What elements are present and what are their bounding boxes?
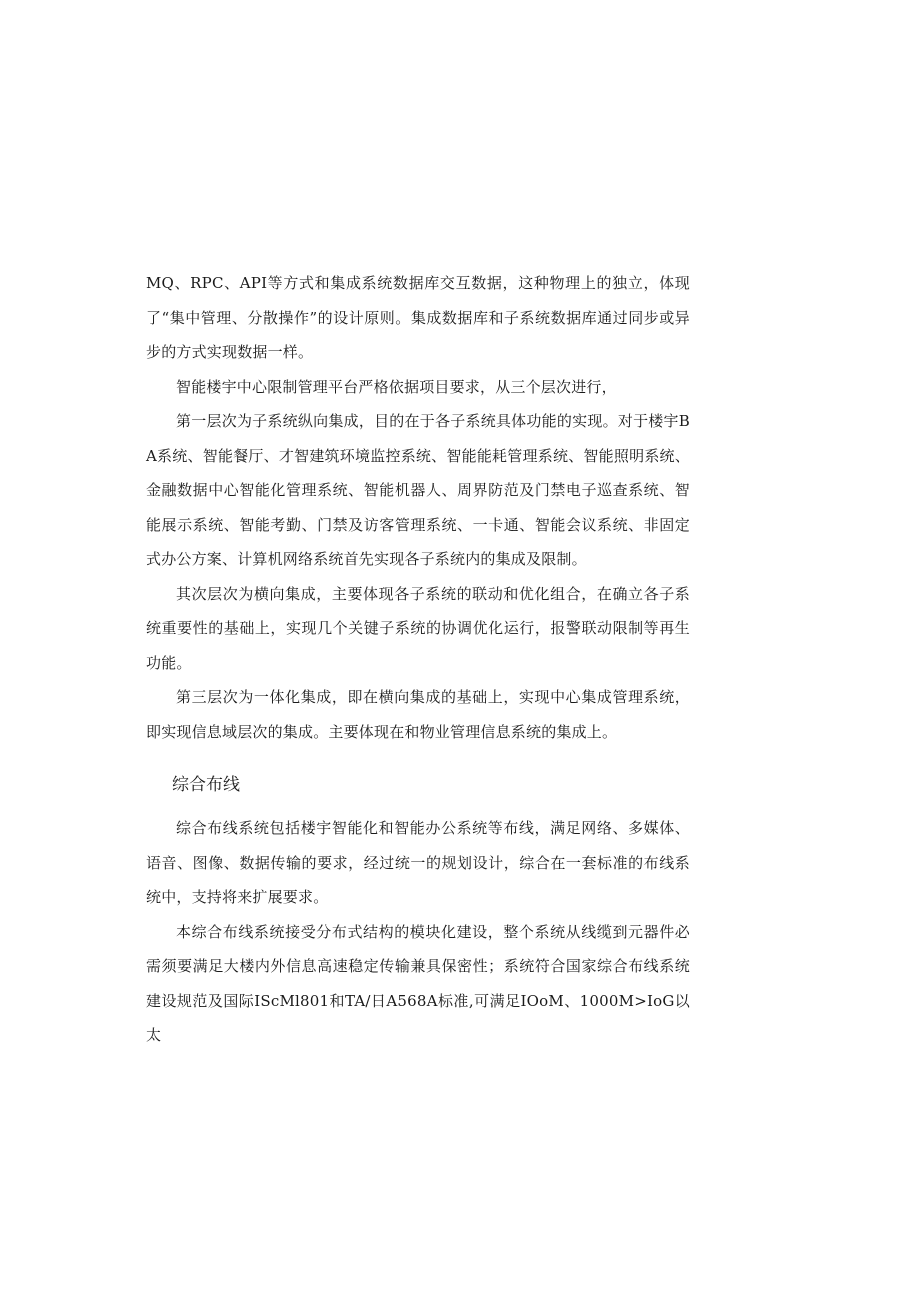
paragraph-three-levels-intro: 智能楼宇中心限制管理平台严格依据项目要求，从三个层次进行， (176, 377, 617, 396)
paragraph-cabling-scope: 综合布线系统包括楼宇智能化和智能办公系统等布线，满足网络、多媒体、语音、图像、数据传输的要求，经过统一的规划设计，综合在一套标准的布线系统中，支持将来扩展要求。 (146, 819, 690, 906)
paragraph-level-three: 第三层次为一体化集成，即在横向集成的基础上，实现中心集成管理系统，即实现信息域层次的集成。主要体现在和物业管理信息系统的集成上。 (146, 688, 690, 741)
paragraph-integration-db: MQ、RPC、API等方式和集成系统数据库交互数据，这种物理上的独立，体现了“集中管理、分散操作”的设计原则。集成数据库和子系统数据库通过同步或异步的方式实现数据一样。 (146, 274, 690, 361)
section-heading-cabling: 综合布线 (172, 775, 240, 795)
paragraph-level-one: 第一层次为子系统纵向集成，目的在于各子系统具体功能的实现。对于楼宇BA系统、智能餐厅、才智建筑环境监控系统、智能能耗管理系统、智能照明系统、金融数据中心智能化管理系统、智能机器人、周界防范及门禁电子巡查系统、智能展示系统、智能考勤、门禁及访客管理系统、一卡通、智能会议系统、非固定式办公方案、计算机网络系统首先实现各子系统内的集成及限制。 (146, 412, 690, 568)
document-page (146, 266, 690, 1053)
paragraph-cabling-standards: 本综合布线系统接受分布式结构的模块化建设，整个系统从线缆到元器件必需须要满足大楼内外信息高速稳定传输兼具保密性；系统符合国家综合布线系统建设规范及国际IScMl801和TA/日A568A标准,可满足IOoM、1000M>IoG以太 (146, 922, 690, 1044)
paragraph-level-two: 其次层次为横向集成，主要体现各子系统的联动和优化组合，在确立各子系统重要性的基础上，实现几个关键子系统的协调优化运行，报警联动限制等再生功能。 (146, 584, 690, 672)
